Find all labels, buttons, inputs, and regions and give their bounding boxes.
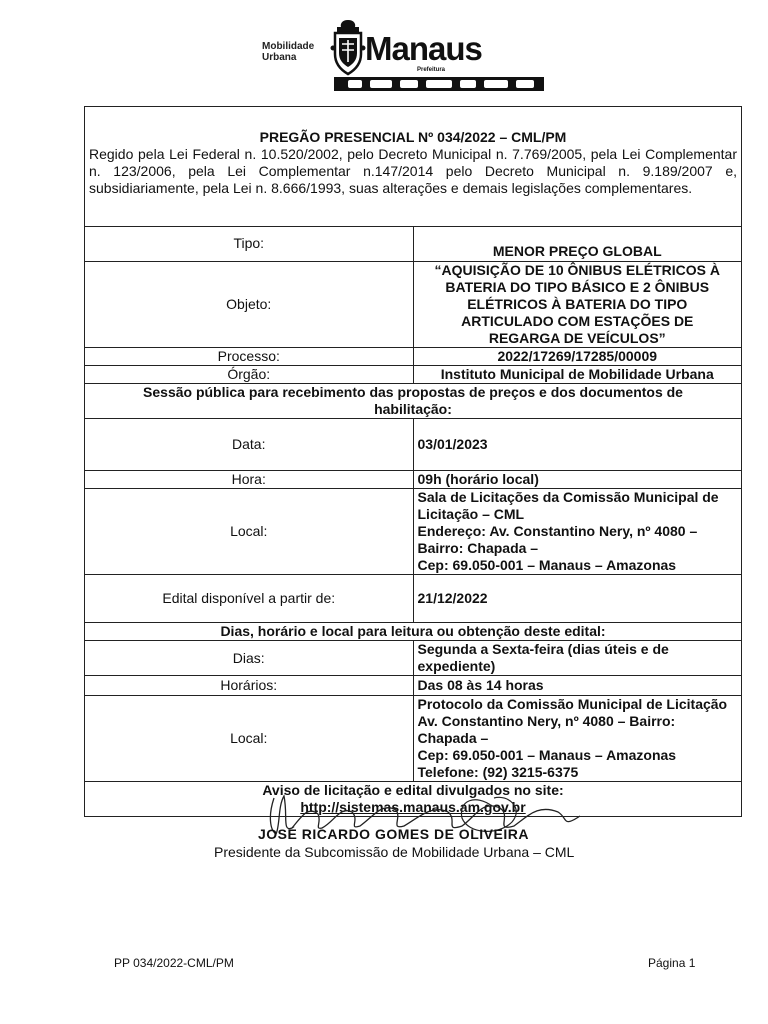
row-objeto [85,262,742,348]
tipo-label: Tipo: [85,227,414,262]
hora-label: Hora: [85,471,414,489]
row-sessao-heading [85,384,742,419]
edital-table [84,106,742,817]
footer-page-number: Página 1 [648,956,696,970]
row-data [85,419,742,471]
row-orgao [85,366,742,384]
local2-line-2: Av. Constantino Nery, nº 4080 – Bairro: Chapada – [417,713,676,746]
header-logo [262,16,562,96]
hora-value: 09h (horário local) [413,471,742,489]
signatory-role: Presidente da Subcomissão de Mobilidade Urbana – CML [214,844,575,860]
orgao-label: Órgão: [85,366,414,384]
row-local2 [85,696,742,782]
local2-label: Local: [85,696,414,782]
aviso-text: Aviso de licitação e edital divulgados no site: [262,782,564,798]
header-cell [85,107,742,227]
horarios-value: Das 08 às 14 horas [413,676,742,696]
local2-line-3: Cep: 69.050-001 – Manaus – Amazonas [417,747,677,763]
data-value: 03/01/2023 [413,419,742,471]
dias-value: Segunda a Sexta-feira (dias úteis e de expediente) [413,641,742,676]
tipo-value: MENOR PREÇO GLOBAL [413,227,742,262]
processo-label: Processo: [85,348,414,366]
data-label: Data: [85,419,414,471]
logo-decorative-band [334,77,544,91]
local-line-1: Sala de Licitações da Comissão Municipal de Licitação – CML [417,489,719,522]
row-dias [85,641,742,676]
row-horarios [85,676,742,696]
objeto-value: “AQUISIÇÃO DE 10 ÔNIBUS ELÉTRICOS À BATERIA DO TIPO BÁSICO E 2 ÔNIBUS ELÉTRICOS À BATERIA DO TIPO ARTICULADO COM ESTAÇÕES DE REGARGA DE VEÍCULOS” [413,262,742,348]
dias-label: Dias: [85,641,414,676]
logo-left-line2: Urbana [262,52,297,63]
row-leitura-heading [85,623,742,641]
logo-city-name: Manaus [365,30,482,67]
mobilidade-urbana-logo [262,41,314,67]
sessao-heading: Sessão pública para recebimento das propostas de preços e dos documentos de habilitação: [85,384,742,419]
objeto-label: Objeto: [85,262,414,348]
legal-basis-text: Regido pela Lei Federal n. 10.520/2002, pelo Decreto Municipal n. 7.769/2005, pela Lei Complementar n. 123/2006, pela Lei Complementar n.147/2014 pelo Decreto Municipal n. 9.189/2007 e, subsidiariamente, pela Lei n. 8.666/1993, suas alterações e demais legislações complementares. [89,145,737,196]
row-edital [85,575,742,623]
processo-value: 2022/17269/17285/00009 [413,348,742,366]
logo-prefeitura: Prefeitura [417,67,446,73]
leitura-heading: Dias, horário e local para leitura ou obtenção deste edital: [85,623,742,641]
local-value [413,489,742,575]
horarios-label: Horários: [85,676,414,696]
header-row [85,107,742,227]
row-processo [85,348,742,366]
local2-value [413,696,742,782]
aviso-link[interactable]: http://sistemas.manaus.am.gov.br [300,799,526,815]
orgao-value: Instituto Municipal de Mobilidade Urbana [413,366,742,384]
local-label: Local: [85,489,414,575]
signatory-name: JOSÉ RICARDO GOMES DE OLIVEIRA [258,826,529,842]
local2-line-1: Protocolo da Comissão Municipal de Licitação [417,696,728,712]
row-tipo [85,227,742,262]
footer-document-code: PP 034/2022-CML/PM [114,956,234,970]
row-hora [85,471,742,489]
document-title: PREGÃO PRESENCIAL Nº 034/2022 – CML/PM [259,128,567,145]
edital-value: 21/12/2022 [413,575,742,623]
edital-label: Edital disponível a partir de: [85,575,414,623]
local-line-2: Endereço: Av. Constantino Nery, nº 4080 – Bairro: Chapada – [417,523,698,556]
row-local [85,489,742,575]
local-line-3: Cep: 69.050-001 – Manaus – Amazonas [417,557,677,573]
logo-left-line1: Mobilidade [262,41,315,52]
coat-of-arms-icon [330,18,366,76]
local2-line-4: Telefone: (92) 3215-6375 [417,764,579,780]
